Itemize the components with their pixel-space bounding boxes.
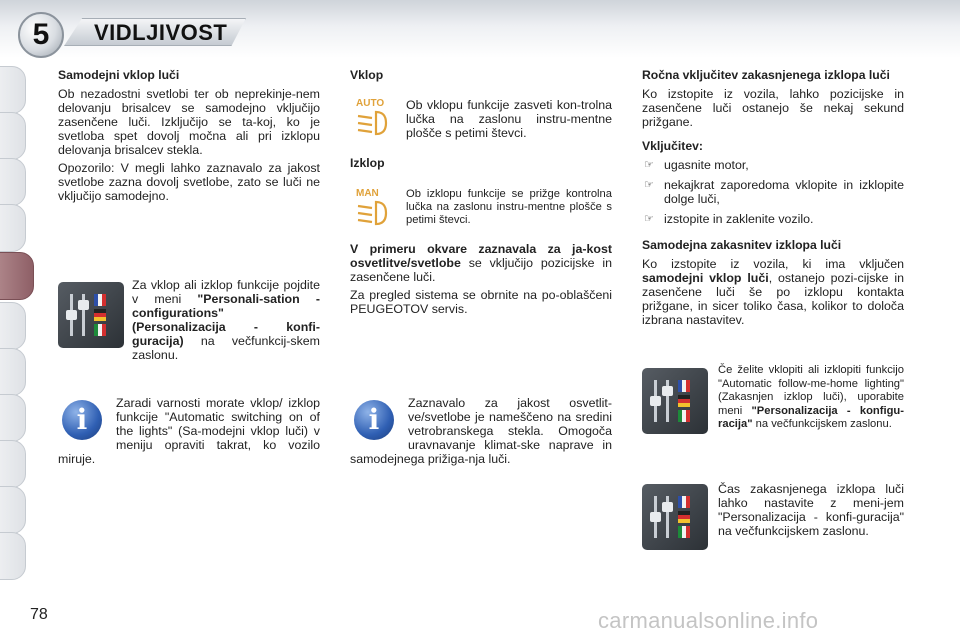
chapter-tab-6[interactable] (0, 302, 26, 350)
chapter-number-badge: 5 (18, 12, 64, 58)
settings-menu-icon (642, 484, 708, 550)
sensor-failure-bold: V primeru okvare zaznavala za ja-kost osvetlitve/svetlobe (350, 242, 612, 270)
pointing-hand-icon: ☞ (644, 213, 654, 225)
pointing-hand-icon: ☞ (644, 179, 654, 191)
chapter-tab-5-active[interactable] (0, 252, 34, 300)
note-fmh-text: Če želite vklopiti ali izklopiti funkcijo "Automatic follow-me-home lighting"(Zakasnjen izklop luči), uporabite meni (718, 364, 904, 417)
note-sensor-text: Zaznavalo za jakost osvetlit-ve/svetlobe je nameščeno na sredini vetrobranskega stekla. Omogoča uravnavanje klimat-ske naprave in samodejnega prižiga-nja luči. (350, 396, 612, 466)
note-personalisation-1 (132, 278, 320, 362)
chapter-title (64, 12, 254, 52)
pointing-hand-icon: ☞ (644, 159, 654, 171)
step-text: izstopite in zaklenite vozilo. (664, 212, 814, 226)
step-text: ugasnite motor, (664, 158, 749, 172)
chapter-tab-8[interactable] (0, 394, 26, 442)
chapter-tab-7[interactable] (0, 348, 26, 396)
off-text: Ob izklopu funkcije se prižge kontrolna lučka na zaslonu instru-mentne plošče s petimi števci. (406, 188, 612, 226)
chapter-tab-10[interactable] (0, 486, 26, 534)
service-paragraph: Za pregled sistema se obrnite na po-oblaščeni PEUGEOTOV servis. (350, 288, 612, 316)
chapter-tab-9[interactable] (0, 440, 26, 488)
heading-auto-lights: Samodejni vklop luči (58, 68, 180, 82)
note-safety-text: Zaradi varnosti morate vklop/ izklop funkcije "Automatic switching on of the lights" (Sa-modejni vklop luči) v meniju opraviti takrat, ko vozilo miruje. (58, 396, 320, 466)
sensor-failure-block (350, 242, 612, 320)
sliders-flags-icon (642, 368, 708, 434)
chapter-tab-2[interactable] (0, 112, 26, 160)
note1-text: Za vklop ali izklop funkcije pojdite v meni (132, 278, 320, 306)
heading-off: Izklop (350, 156, 385, 170)
paragraph-fog-warning: Opozorilo: V megli lahko zaznavalo za jakost svetlobe zazna dovolj svetlobe, zato se luči ne vključijo samodejno. (58, 161, 320, 203)
sliders-flags-icon (642, 484, 708, 550)
chapter-tab-3[interactable] (0, 158, 26, 206)
chapter-tab-11[interactable] (0, 532, 26, 580)
note-follow-me-home (718, 364, 904, 432)
man-lamp-icon (356, 186, 392, 230)
heading-manual-delay: Ročna vključitev zakasnjenega izklopa luči (642, 68, 890, 82)
heading-auto-delay: Samodejna zakasnitev izklopa luči (642, 238, 842, 252)
note-sensor-location (350, 396, 612, 466)
auto-delay-bold: samodejni vklop luči (642, 271, 769, 285)
on-text: Ob vklopu funkcije zasveti kon-trolna lučka na zaslonu instru-mentne plošče s petimi števci. (406, 98, 612, 140)
list-item (642, 212, 904, 226)
heading-on: Vklop (350, 68, 384, 82)
paragraph-manual-delay: Ko izstopite iz vozila, lahko pozicijske in zasenčene luči ostanejo še nekaj sekund prižgane. (642, 87, 904, 129)
column-1 (58, 68, 320, 207)
list-item (642, 158, 904, 172)
activation-steps (642, 158, 904, 226)
page-number: 78 (30, 606, 48, 623)
note-safety (58, 396, 320, 466)
watermark: carmanualsonline.info (598, 608, 819, 633)
chapter-tab-1[interactable] (0, 66, 26, 114)
auto-label: AUTO (356, 98, 385, 109)
auto-delay-text: Ko izstopite iz vozila, ki ima vključen (642, 257, 904, 271)
info-icon: i (354, 400, 394, 440)
auto-delay-text-end: , ostanejo pozi-cijske in zasenčene luči še po izklopu kontakta prižgane, in sicer toliko časa, kolikor to določa izbrana nastavitev. (642, 271, 904, 327)
note-fmh-menu: "Personalizacija - konfigu-racija" (718, 404, 904, 430)
sliders-flags-icon (58, 282, 124, 348)
column-3 (642, 68, 904, 331)
paragraph-auto-lights: Ob nezadostni svetlobi ter ob neprekinje-nem delovanju brisalcev se samodejno vključijo zasenčene luči. Izključijo se ta-koj, ko je svetloba spet dovolj močna ali pri izklopu delovanja brisalcev stekla. (58, 87, 320, 157)
note1-menu-name: "Personali-sation - configurations" (Personalizacija - konfi-guracija) (132, 292, 321, 348)
auto-lamp-icon (356, 96, 392, 140)
chapter-title-text: VIDLJIVOST (94, 20, 228, 45)
note-fmh-text-end: na večfunkcijskem zaslonu. (752, 418, 892, 430)
settings-menu-icon (58, 282, 124, 348)
off-heading-wrap (350, 156, 612, 175)
paragraph-auto-delay (642, 257, 904, 327)
heading-activation: Vključitev: (642, 139, 703, 153)
man-label: MAN (356, 188, 379, 199)
list-item (642, 178, 904, 206)
step-text: nekajkrat zaporedoma vklopite in izklopite dolge luči, (664, 178, 904, 206)
note-delay-duration: Čas zakasnjenega izklopa luči lahko nastavite z meni-jem "Personalizacija - konfi-guracija" na večfunkcijskem zaslonu. (718, 482, 904, 538)
sensor-failure-text: se vključijo pozicijske in zasenčene luči. (350, 256, 612, 284)
column-2 (350, 68, 612, 87)
settings-menu-icon (642, 368, 708, 434)
info-icon: i (62, 400, 102, 440)
chapter-tab-4[interactable] (0, 204, 26, 252)
note1-text-end: na večfunkcij-skem zaslonu. (132, 334, 320, 362)
